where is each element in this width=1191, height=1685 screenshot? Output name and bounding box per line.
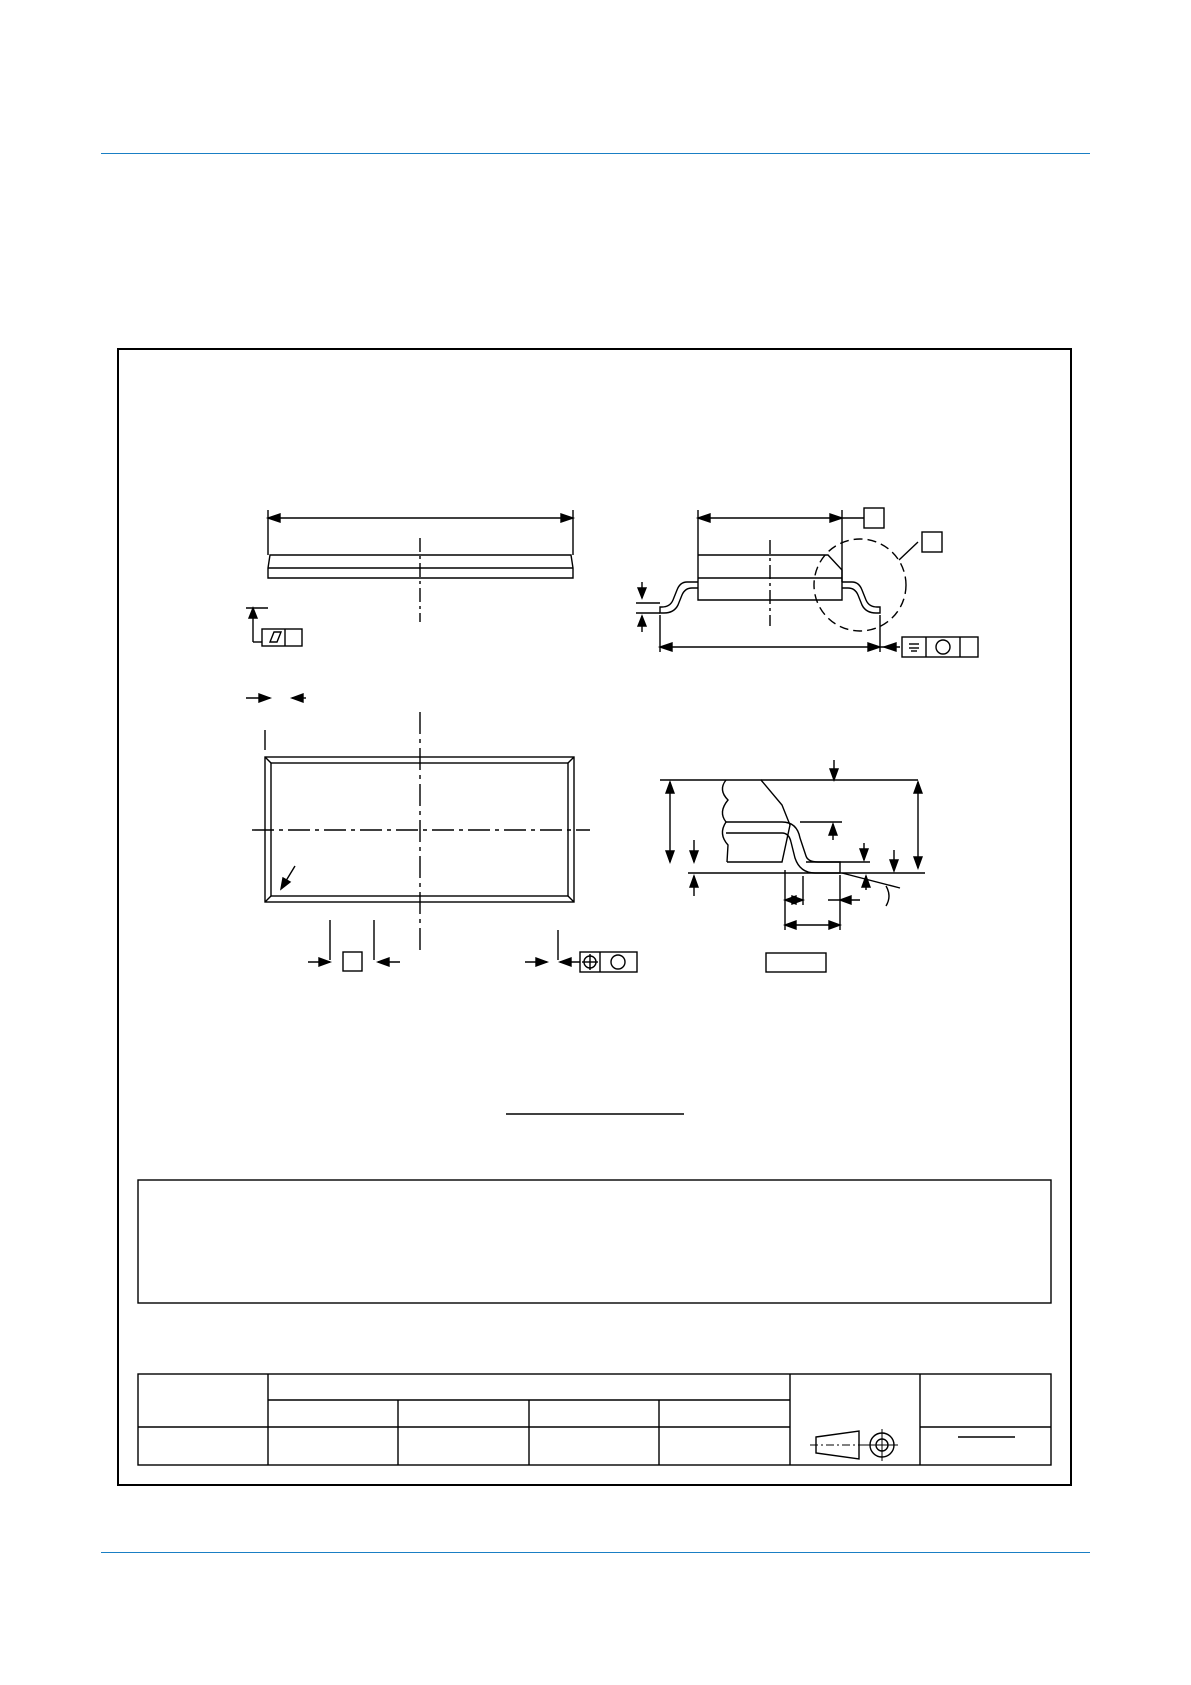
end-view (636, 508, 978, 657)
outline-version-table (138, 1374, 1051, 1465)
projection-symbol-icon (810, 1429, 898, 1461)
detail-label-frame (766, 953, 826, 972)
coplanarity-frame (262, 629, 302, 646)
detail-marker-frame (922, 532, 942, 552)
drawing-frame (118, 349, 1071, 1485)
detail-view (660, 760, 925, 972)
dimensions-table-grid (138, 1180, 1051, 1303)
top-view (246, 694, 637, 972)
pitch-basic-frame (343, 952, 362, 971)
datum-frame-top (864, 508, 884, 528)
side-view-length (246, 510, 573, 646)
